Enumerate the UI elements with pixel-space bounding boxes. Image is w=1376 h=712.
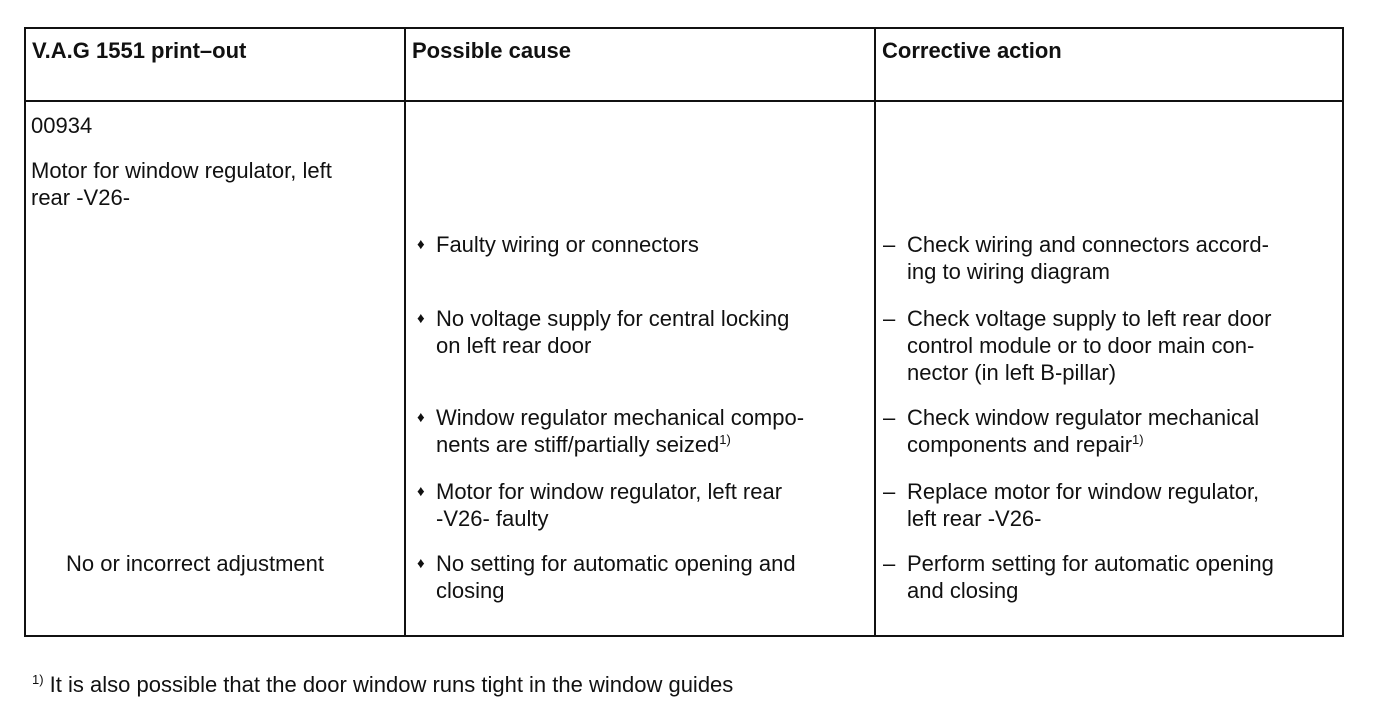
cause-line: No setting for automatic opening and [436, 551, 796, 576]
cause-item [409, 550, 859, 604]
diamond-bullet-icon: ♦ [417, 555, 425, 572]
footnote-text: It is also possible that the door window runs tight in the window guides [43, 672, 734, 697]
footnote-ref: 1) [719, 432, 731, 447]
sub-condition: No or incorrect adjustment [66, 551, 324, 576]
action-line: Check voltage supply to left rear door [907, 306, 1272, 331]
action-line: Replace motor for window regulator, [907, 479, 1260, 504]
action-line: Check wiring and connectors accord- [907, 232, 1269, 257]
action-line: Perform setting for automatic opening [907, 551, 1274, 576]
dash-marker: – [883, 405, 896, 430]
diamond-bullet-icon: ♦ [417, 409, 425, 426]
dash-marker: – [883, 232, 896, 257]
diamond-bullet-icon: ♦ [417, 310, 425, 327]
action-item [879, 404, 1339, 458]
action-item [879, 305, 1339, 386]
cause-line: Motor for window regulator, left rear [436, 479, 783, 504]
cause-line: No voltage supply for central locking [436, 306, 790, 331]
action-line: and closing [907, 578, 1019, 603]
fault-code: 00934 [31, 113, 93, 138]
header-action: Corrective action [882, 38, 1062, 63]
dash-marker: – [883, 306, 896, 331]
action-line: Check window regulator mechanical [907, 405, 1260, 430]
cause-line: -V26- faulty [436, 506, 549, 531]
header-printout: V.A.G 1551 print–out [32, 38, 247, 63]
action-item [879, 550, 1339, 604]
cause-item [409, 231, 859, 258]
cause-line [436, 431, 859, 458]
cause-line: closing [436, 578, 505, 603]
footnote-ref: 1) [1132, 432, 1144, 447]
cause-item [409, 305, 859, 359]
cause-line: Window regulator mechanical compo- [436, 405, 805, 430]
cause-item [409, 478, 859, 532]
action-line: ing to wiring diagram [907, 259, 1110, 284]
cause-line-text: nents are stiff/partially seized [436, 432, 720, 457]
dash-marker: – [883, 479, 896, 504]
action-line [907, 431, 1339, 458]
column-divider-2 [874, 29, 876, 635]
component-name-line2: rear -V26- [31, 185, 131, 210]
action-line: control module or to door main con- [907, 333, 1255, 358]
component-name-line1: Motor for window regulator, left [31, 158, 332, 183]
cause-item [409, 404, 859, 458]
header-cause: Possible cause [412, 38, 571, 63]
cause-line: on left rear door [436, 333, 592, 358]
action-line-text: components and repair [907, 432, 1133, 457]
diagnostic-table [24, 27, 1344, 637]
diamond-bullet-icon: ♦ [417, 483, 425, 500]
action-item [879, 478, 1339, 532]
column-divider-1 [404, 29, 406, 635]
action-line: left rear -V26- [907, 506, 1042, 531]
component-name [31, 157, 332, 211]
footnote [32, 671, 733, 698]
cause-line: Faulty wiring or connectors [436, 232, 699, 257]
action-line: nector (in left B-pillar) [907, 360, 1117, 385]
footnote-marker: 1) [32, 672, 44, 687]
action-item [879, 231, 1339, 285]
table-header-row [26, 29, 1342, 102]
dash-marker: – [883, 551, 896, 576]
diamond-bullet-icon: ♦ [417, 236, 425, 253]
